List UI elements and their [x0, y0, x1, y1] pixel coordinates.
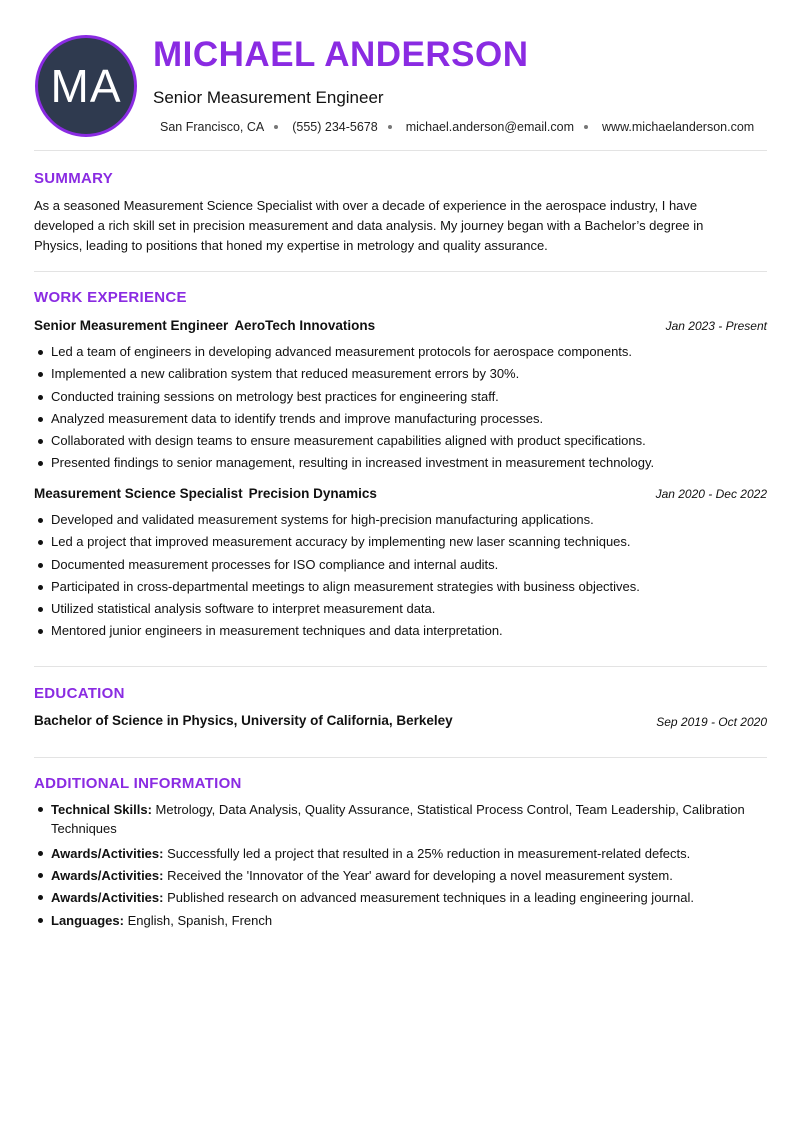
contact-bar	[160, 120, 754, 134]
summary-text: As a seasoned Measurement Science Specialist with over a decade of experience in the aerospace industry, I have developed a rich skill set in precision measurement and data analysis. My journey began with a Bachelor’s degree in Physics, leading to positions that honed my expertise in metrology and quality assurance.	[34, 198, 704, 253]
list-item: Led a team of engineers in developing advanced measurement protocols for aerospace components.	[34, 341, 767, 363]
job-dates: Jan 2020 - Dec 2022	[655, 487, 767, 501]
item-label: Awards/Activities:	[51, 868, 164, 883]
job-title: Senior Measurement Engineer	[34, 318, 229, 333]
job-company: Precision Dynamics	[248, 486, 377, 501]
experience-heading: WORK EXPERIENCE	[34, 289, 187, 306]
list-item: Conducted training sessions on metrology best practices for engineering staff.	[34, 386, 767, 408]
list-item: Utilized statistical analysis software to interpret measurement data.	[34, 598, 767, 620]
contact-location: San Francisco, CA	[160, 120, 265, 134]
list-item	[34, 844, 767, 863]
list-item	[34, 911, 767, 930]
item-text: Received the 'Innovator of the Year' award for developing a novel measurement system.	[167, 868, 673, 883]
list-item	[34, 866, 767, 885]
item-label: Technical Skills:	[51, 802, 152, 817]
additional-list	[34, 800, 767, 930]
education-degree: Bachelor of Science in Physics, University of California, Berkeley	[34, 713, 453, 728]
contact-phone: (555) 234-5678	[292, 120, 378, 134]
divider	[34, 757, 767, 758]
divider	[34, 150, 767, 151]
contact-email[interactable]: michael.anderson@email.com	[405, 120, 575, 134]
job-title-line	[34, 318, 375, 333]
job-dates: Jan 2023 - Present	[665, 319, 767, 333]
additional-heading: ADDITIONAL INFORMATION	[34, 775, 242, 792]
list-item: Analyzed measurement data to identify trends and improve manufacturing processes.	[34, 408, 767, 430]
list-item: Collaborated with design teams to ensure measurement capabilities aligned with product specifications.	[34, 430, 767, 452]
list-item: Implemented a new calibration system that reduced measurement errors by 30%.	[34, 363, 767, 385]
divider	[34, 271, 767, 272]
list-item: Led a project that improved measurement accuracy by implementing new laser scanning techniques.	[34, 531, 767, 553]
job-bullets	[34, 509, 767, 643]
job-header	[34, 318, 767, 336]
job-title: Measurement Science Specialist	[34, 486, 243, 501]
item-text: Successfully led a project that resulted in a 25% reduction in measurement-related defects.	[167, 846, 691, 861]
item-label: Awards/Activities:	[51, 846, 164, 861]
list-item: Documented measurement processes for ISO compliance and internal audits.	[34, 554, 767, 576]
contact-website[interactable]: www.michaelanderson.com	[602, 120, 755, 134]
avatar	[35, 35, 137, 137]
avatar-initials: MA	[50, 60, 122, 112]
education-dates: Sep 2019 - Oct 2020	[656, 715, 767, 729]
job-role: Senior Measurement Engineer	[153, 88, 384, 107]
summary-heading: SUMMARY	[34, 170, 114, 187]
separator-dot	[388, 125, 392, 129]
education-heading: EDUCATION	[34, 685, 125, 702]
job-company: AeroTech Innovations	[234, 318, 376, 333]
item-text: Metrology, Data Analysis, Quality Assurance, Statistical Process Control, Team Leadership, Calibration Techniques	[51, 802, 745, 836]
separator-dot	[274, 125, 278, 129]
list-item: Participated in cross-departmental meetings to align measurement strategies with business objectives.	[34, 576, 767, 598]
job-bullets	[34, 341, 767, 475]
job-title-line	[34, 486, 377, 501]
list-item	[34, 800, 767, 838]
divider	[34, 666, 767, 667]
list-item: Mentored junior engineers in measurement techniques and data interpretation.	[34, 620, 767, 642]
item-text: English, Spanish, French	[127, 913, 273, 928]
item-label: Languages:	[51, 913, 124, 928]
item-label: Awards/Activities:	[51, 890, 164, 905]
separator-dot	[584, 125, 588, 129]
candidate-name: MICHAEL ANDERSON	[153, 35, 529, 74]
job-header	[34, 486, 767, 504]
list-item	[34, 888, 767, 907]
list-item: Developed and validated measurement systems for high-precision manufacturing applications.	[34, 509, 767, 531]
list-item: Presented findings to senior management, resulting in increased investment in measurement technology.	[34, 452, 767, 474]
item-text: Published research on advanced measurement techniques in a leading engineering journal.	[167, 890, 694, 905]
